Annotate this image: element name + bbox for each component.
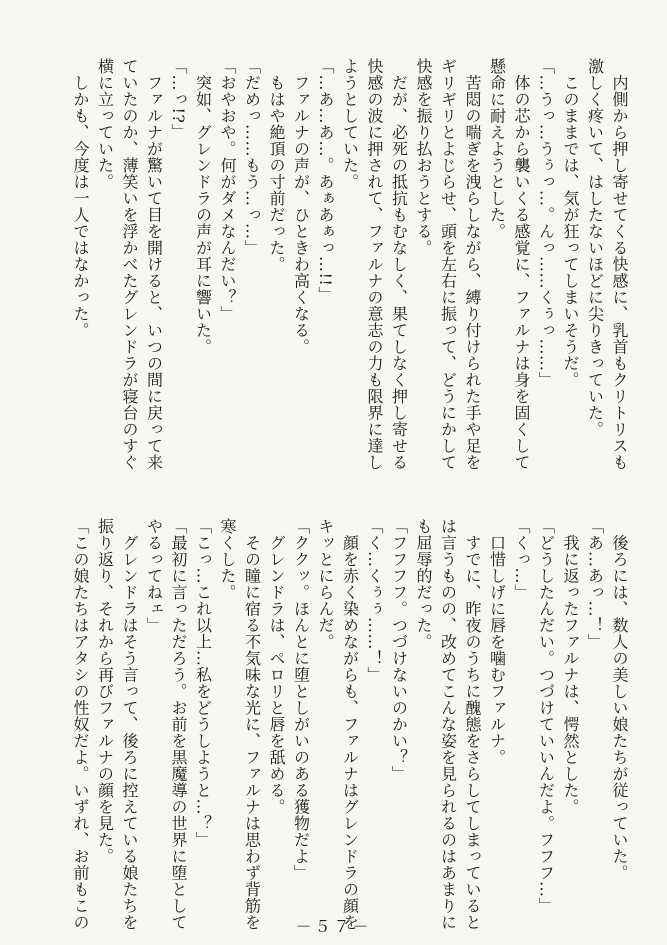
text-line: 突如、グレンドラの声が耳に響いた。 bbox=[193, 58, 213, 355]
text-line: ギリギリとよじらせ、頭を左右に振って、どうにかして bbox=[438, 58, 458, 471]
text-line: 我に返ったファルナは、愕然とした。 bbox=[561, 518, 580, 815]
text-line: 内側から押し寄せてくる快感に、乳首もクリトリスも bbox=[610, 58, 629, 471]
text-line: 「…っ!?」 bbox=[169, 58, 188, 141]
text-line: 「おやおや。何がダメなんだい？」 bbox=[218, 58, 237, 322]
text-line: 振り返り、それから再びファルナの顔を見た。 bbox=[95, 518, 115, 865]
text-line: 「…うっ…うぅっ…。んっ……くぅっ……」 bbox=[536, 58, 556, 388]
text-line: もはや絶頂の寸前だった。 bbox=[267, 58, 286, 273]
text-line: 体の芯から襲いくる感覚に、ファルナは身を固くして bbox=[512, 58, 531, 471]
text-line: 激しく疼いて、はしたないほどに尖りきっていた。 bbox=[585, 58, 605, 438]
text-line: は言うものの、改めてこんな姿を見られるのはあまりに bbox=[438, 518, 458, 931]
text-line: しかも、今度は一人ではなかった。 bbox=[71, 58, 90, 339]
text-line: 懸命に耐えようとした。 bbox=[487, 58, 507, 240]
text-line: ていたのか、薄笑いを浮かべたグレンドラが寝台のすぐ bbox=[120, 58, 139, 471]
text-line: 「だめっ……もう…っ…」 bbox=[242, 58, 262, 256]
text-line: 「最初に言っただろう。お前を黒魔導の世界に堕として bbox=[169, 518, 188, 931]
text-line: 口惜しげに唇を噛むファルナ。 bbox=[487, 518, 507, 766]
text-line: 快感を振り払おうとする。 bbox=[414, 58, 433, 256]
text-line: 「…あ…あ…。あぁあぁっ…!!」 bbox=[316, 58, 335, 303]
text-line: ファルナが驚いて目を開けると、いつの間に戻って来 bbox=[144, 58, 164, 471]
text-line: このままでは、気が狂ってしまいそうだ。 bbox=[561, 58, 580, 388]
text-line: ようとしていた。 bbox=[340, 58, 360, 190]
text-line: 苦悶の喘ぎを洩らしながら、縛り付けられた手や足を bbox=[463, 58, 482, 471]
text-line: グレンドラは、ペロリと唇を舐める。 bbox=[267, 518, 286, 815]
text-line: 「く…くぅぅ……！」 bbox=[365, 518, 384, 683]
text-line: だが、必死の抵抗もむなしく、果てしなく押し寄せる bbox=[389, 58, 409, 471]
text-line: 後ろには、数人の美しい娘たちが従っていた。 bbox=[610, 518, 629, 881]
text-line: 顔を赤く染めながらも、ファルナはグレンドラの顔を bbox=[340, 518, 360, 931]
text-line: すでに、昨夜のうちに醜態をさらしてしまっていると bbox=[463, 518, 482, 931]
text-line: ファルナの声が、ひときわ高くなる。 bbox=[291, 58, 311, 355]
text-line: キッとにらんだ。 bbox=[316, 518, 335, 650]
text-line: 「この娘たちはアタシの性奴だよ。いずれ、お前もこの bbox=[71, 518, 90, 931]
text-line: 「フフフフ。つづけないのかい？」 bbox=[389, 518, 409, 782]
text-line: 「あ…あっ…！」 bbox=[585, 518, 605, 650]
text-line: 「くっ…」 bbox=[512, 518, 531, 601]
text-line: 横に立っていた。 bbox=[95, 58, 115, 190]
text-line: やるってねェ」 bbox=[144, 518, 164, 634]
text-line: 快感の波に押されて、ファルナの意志の力も限界に達し bbox=[365, 58, 384, 471]
text-line: 「ククッ。ほんとに堕としがいのある獲物だよ」 bbox=[291, 518, 311, 881]
text-line: グレンドラはそう言って、後ろに控えている娘たちを bbox=[120, 518, 139, 931]
text-line: 「こっ…これ以上…私をどうしようと…？」 bbox=[193, 518, 213, 848]
page-number: －５７－ bbox=[295, 917, 372, 936]
text-line: その瞳に宿る不気味な光に、ファルナは思わず背筋を bbox=[242, 518, 262, 931]
text-line: も屈辱的だった。 bbox=[414, 518, 433, 650]
text-line: 寒くした。 bbox=[218, 518, 237, 601]
upper-text-block bbox=[68, 58, 632, 478]
text-line: 「どうしたんだい。つづけていいんだよ。フフフ…」 bbox=[536, 518, 556, 914]
